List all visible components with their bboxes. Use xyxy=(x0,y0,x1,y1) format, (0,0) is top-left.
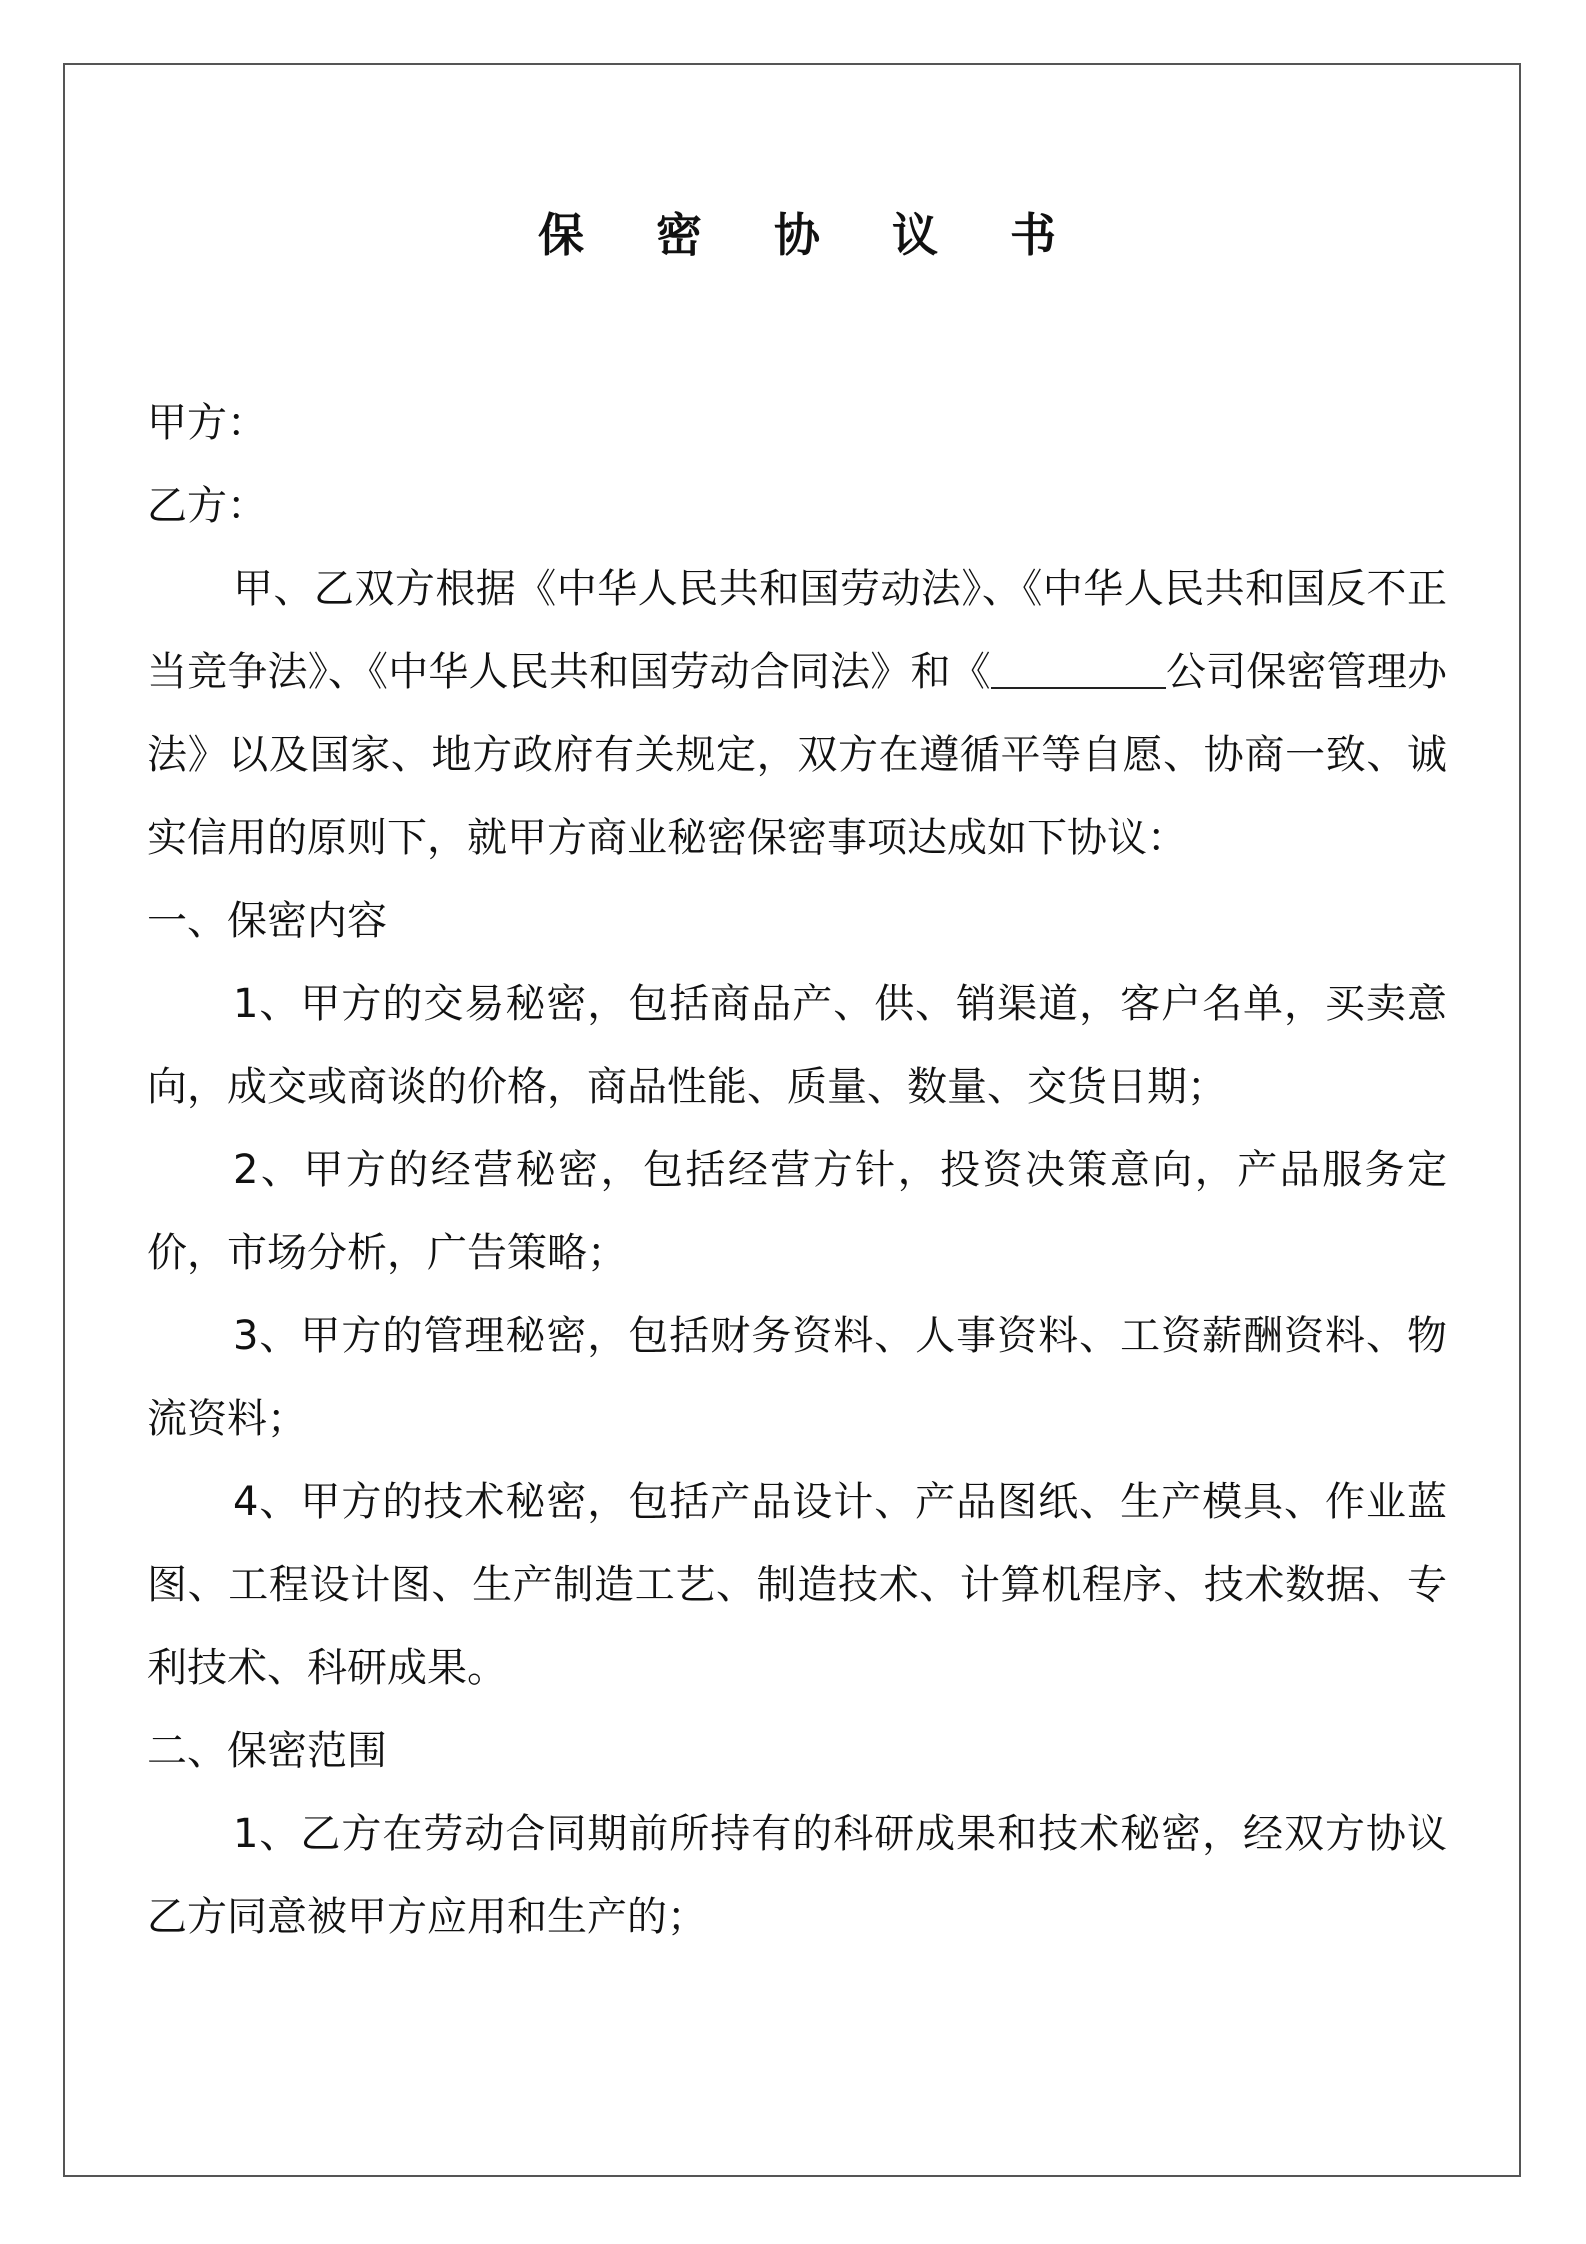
section1-item-2: 2、甲方的经营秘密，包括经营方针，投资决策意向，产品服务定价，市场分析，广告策略； xyxy=(147,1147,1447,1276)
intro-text-part1: 甲、乙双方根据《中华人民共和国劳动法》、《中华人民共和国反不正当竞争法》、《中华人民共和国劳动合同法》和《 xyxy=(147,566,1447,695)
section2-heading: 二、保密范围 xyxy=(147,1728,387,1774)
intro-text-part2: 公司保密管理办法》以及国家、地方政府有关规定，双方在遵循平等自愿、协商一致、诚实信用的原则下，就甲方商业秘密保密事项达成如下协议： xyxy=(147,649,1448,861)
company-name-blank[interactable] xyxy=(991,647,1166,689)
party-b-line: 乙方： xyxy=(147,483,267,529)
section1-item-1: 1、甲方的交易秘密，包括商品产、供、销渠道，客户名单，买卖意向，成交或商谈的价格，商品性能、质量、数量、交货日期； xyxy=(147,981,1447,1110)
section1-item-4: 4、甲方的技术秘密，包括产品设计、产品图纸、生产模具、作业蓝图、工程设计图、生产制造工艺、制造技术、计算机程序、技术数据、专利技术、科研成果。 xyxy=(147,1479,1447,1691)
document-title: 保 密 协 议 书 xyxy=(537,208,1085,262)
section1-item-3: 3、甲方的管理秘密，包括财务资料、人事资料、工资薪酬资料、物流资料； xyxy=(147,1313,1447,1442)
intro-paragraph xyxy=(147,548,1447,880)
section1-heading: 一、保密内容 xyxy=(147,898,387,944)
document-body xyxy=(147,200,1447,1959)
party-a-line: 甲方： xyxy=(147,400,267,446)
section2-item-1: 1、乙方在劳动合同期前所持有的科研成果和技术秘密，经双方协议乙方同意被甲方应用和生产的； xyxy=(147,1811,1447,1940)
